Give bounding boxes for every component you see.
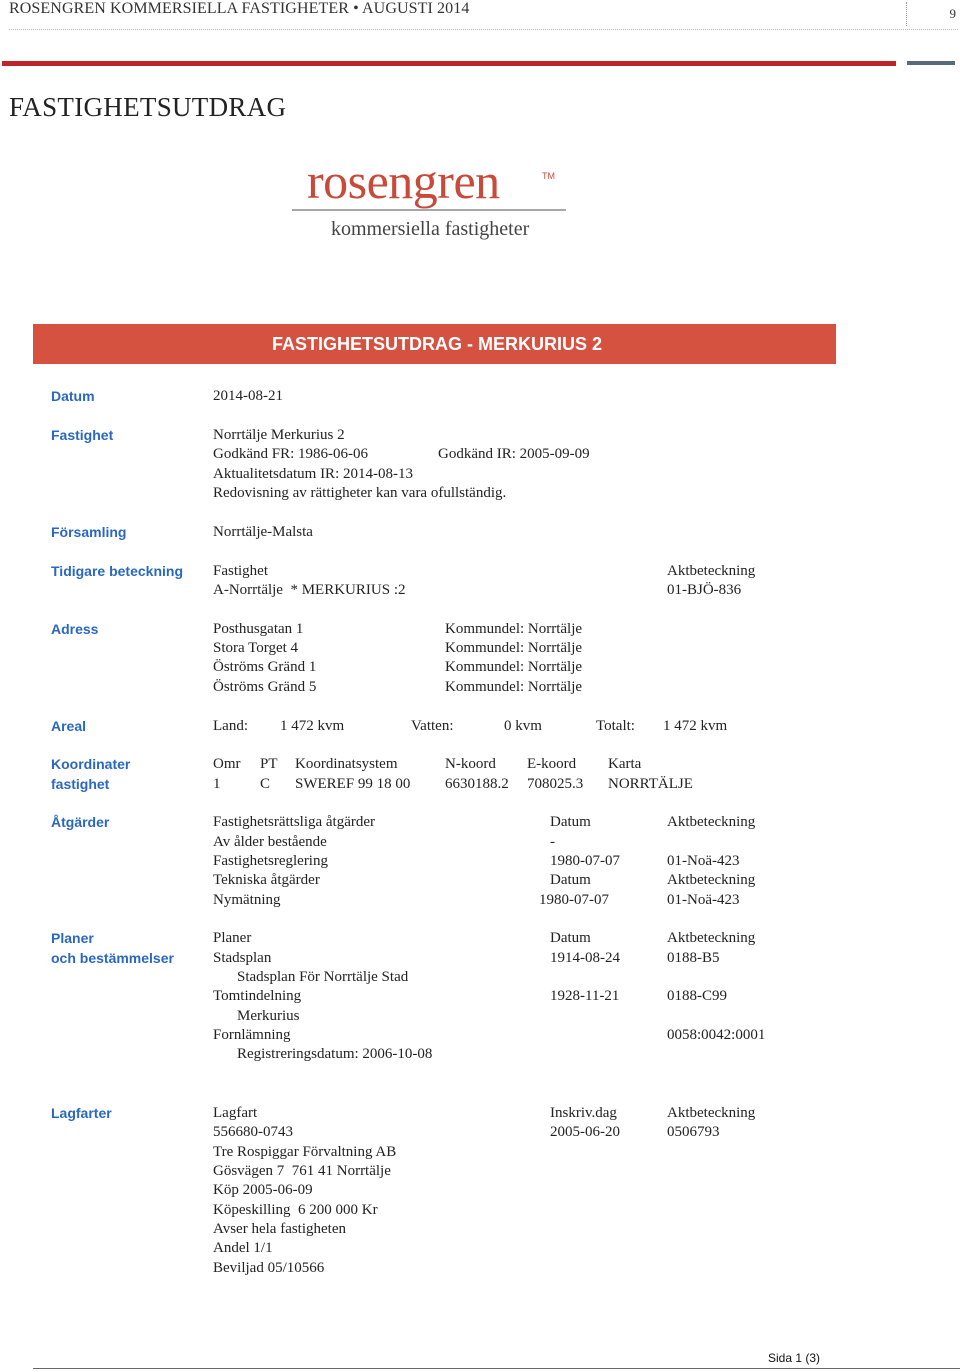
areal-vatten: 0 kvm: [504, 718, 542, 734]
adress-street: Stora Torget 4: [213, 640, 299, 656]
fastighet-redovisning: Redovisning av rättigheter kan vara ofullständig.: [213, 485, 507, 501]
planer-row-name: Fornlämning: [213, 1027, 291, 1043]
banner-title: FASTIGHETSUTDRAG - MERKURIUS 2: [271, 334, 602, 354]
atgarder-row-date: 1980-07-07: [550, 853, 620, 869]
adress-street: Öströms Gränd 1: [213, 659, 317, 675]
logo-wordmark: rosengren: [307, 153, 500, 209]
koord-value: NORRTÄLJE: [608, 776, 693, 792]
footer-rule: [33, 1368, 960, 1369]
fastighet-godkand-fr: Godkänd FR: 1986-06-06: [213, 446, 368, 462]
koord-header: E-koord: [527, 756, 577, 772]
lagfarter-header-1: Lagfart: [213, 1105, 258, 1121]
lagfarter-line: Tre Rospiggar Förvaltning AB: [213, 1144, 397, 1160]
lagfarter-line: Andel 1/1: [213, 1240, 273, 1256]
lagfarter-header-3: Aktbeteckning: [667, 1105, 756, 1121]
atgarder-row-date: 1980-07-07: [539, 892, 609, 908]
logo-tagline: kommersiella fastigheter: [331, 218, 530, 240]
label-areal: Areal: [51, 718, 87, 734]
koord-header: N-koord: [445, 756, 496, 772]
lagfarter-header-2: Inskriv.dag: [550, 1105, 617, 1121]
koord-header: Koordinatsystem: [295, 756, 398, 772]
planer-row-name: Stadsplan: [213, 950, 272, 966]
header-dotted-rule: [9, 29, 958, 30]
page-heading: FASTIGHETSUTDRAG: [9, 92, 287, 122]
tidigare-fastighet: A-Norrtälje * MERKURIUS :2: [213, 582, 406, 598]
datum-value: 2014-08-21: [213, 388, 283, 404]
fastighet-aktualitet: Aktualitetsdatum IR: 2014-08-13: [213, 466, 413, 482]
adress-kommundel: Kommundel: Norrtälje: [445, 659, 583, 675]
footer-page-indicator: Sida 1 (3): [768, 1351, 821, 1365]
title-banner: [33, 324, 836, 364]
areal-vatten-label: Vatten:: [411, 718, 454, 734]
planer-header-3: Aktbeteckning: [667, 930, 756, 946]
atgarder-row-name: Fastighetsreglering: [213, 853, 328, 869]
lagfarter-line: Avser hela fastigheten: [213, 1221, 347, 1237]
lagfarter-akt: 0506793: [667, 1124, 720, 1140]
adress-kommundel: Kommundel: Norrtälje: [445, 640, 583, 656]
label-forsamling: Församling: [51, 524, 127, 540]
adress-street: Öströms Gränd 5: [213, 679, 317, 695]
planer-row-name: Tomtindelning: [213, 988, 302, 1004]
planer-row-date: 1914-08-24: [550, 950, 620, 966]
forsamling-value: Norrtälje-Malsta: [213, 524, 313, 540]
areal-totalt-label: Totalt:: [596, 718, 635, 734]
atgarder-row-name: Nymätning: [213, 892, 281, 908]
koord-value: SWEREF 99 18 00: [295, 776, 411, 792]
planer-row-date: 1928-11-21: [550, 988, 620, 1004]
label-lagfarter: Lagfarter: [51, 1105, 112, 1121]
label-atgarder: Åtgärder: [51, 814, 110, 830]
planer-row-akt: 0058:0042:0001: [667, 1027, 766, 1043]
lagfarter-line: Köp 2005-06-09: [213, 1182, 313, 1198]
lagfarter-inskriv: 2005-06-20: [550, 1124, 620, 1140]
atgarder-subheader-1: Tekniska åtgärder: [213, 872, 320, 888]
koord-value: 708025.3: [527, 776, 584, 792]
logo-trademark: TM: [542, 171, 555, 181]
atgarder-header-1: Fastighetsrättsliga åtgärder: [213, 814, 376, 830]
atgarder-row-date: -: [550, 834, 555, 850]
atgarder-row-akt: 01-Noä-423: [667, 892, 740, 908]
label-och-bestammelser: och bestämmelser: [51, 950, 174, 966]
header-red-rule: [2, 61, 896, 66]
atgarder-row-name: Av ålder bestående: [213, 834, 327, 850]
rosengren-logo: [290, 153, 570, 250]
koord-value: 1: [213, 776, 221, 792]
label-planer: Planer: [51, 930, 94, 946]
lagfarter-line: Gösvägen 7 761 41 Norrtälje: [213, 1163, 391, 1179]
planer-row-detail: Stadsplan För Norrtälje Stad: [237, 969, 409, 985]
page-number: 9: [949, 6, 956, 21]
areal-totalt: 1 472 kvm: [663, 718, 728, 734]
label-datum: Datum: [51, 388, 95, 404]
atgarder-header-3: Aktbeteckning: [667, 814, 756, 830]
tidigare-col-akt: Aktbeteckning: [667, 563, 756, 579]
planer-header-2: Datum: [550, 930, 591, 946]
label-fastighet: Fastighet: [51, 427, 114, 443]
adress-kommundel: Kommundel: Norrtälje: [445, 621, 583, 637]
label-tidigare-beteckning: Tidigare beteckning: [51, 563, 183, 579]
planer-header-1: Planer: [213, 930, 252, 946]
running-header: ROSENGREN KOMMERSIELLA FASTIGHETER • AUGUSTI 2014: [9, 0, 470, 17]
adress-street: Posthusgatan 1: [213, 621, 304, 637]
atgarder-subheader-3: Aktbeteckning: [667, 872, 756, 888]
atgarder-row-akt: 01-Noä-423: [667, 853, 740, 869]
koord-header: PT: [260, 756, 278, 772]
koord-header: Omr: [213, 756, 241, 772]
label-koordinater-fastighet: fastighet: [51, 776, 110, 792]
lagfarter-orgnr: 556680-0743: [213, 1124, 293, 1140]
planer-row-akt: 0188-C99: [667, 988, 727, 1004]
areal-land: 1 472 kvm: [280, 718, 345, 734]
atgarder-subheader-2: Datum: [550, 872, 591, 888]
koord-value: C: [260, 776, 271, 792]
koord-value: 6630188.2: [445, 776, 509, 792]
koord-header: Karta: [608, 756, 642, 772]
planer-row-akt: 0188-B5: [667, 950, 720, 966]
planer-row-detail: Merkurius: [237, 1008, 300, 1024]
lagfarter-line: Beviljad 05/10566: [213, 1260, 325, 1276]
label-koordinater: Koordinater: [51, 756, 131, 772]
planer-row-detail: Registreringsdatum: 2006-10-08: [237, 1046, 433, 1062]
tidigare-akt: 01-BJÖ-836: [667, 582, 742, 598]
header-gray-rule: [907, 61, 955, 65]
areal-land-label: Land:: [213, 718, 248, 734]
atgarder-header-2: Datum: [550, 814, 591, 830]
header-divider: [906, 2, 907, 26]
logo-underline: [292, 209, 566, 211]
adress-kommundel: Kommundel: Norrtälje: [445, 679, 583, 695]
fastighet-godkand-ir: Godkänd IR: 2005-09-09: [438, 446, 590, 462]
label-adress: Adress: [51, 621, 99, 637]
lagfarter-line: Köpeskilling 6 200 000 Kr: [213, 1202, 378, 1218]
tidigare-col-fastighet: Fastighet: [213, 563, 268, 579]
fastighet-name: Norrtälje Merkurius 2: [213, 427, 345, 443]
